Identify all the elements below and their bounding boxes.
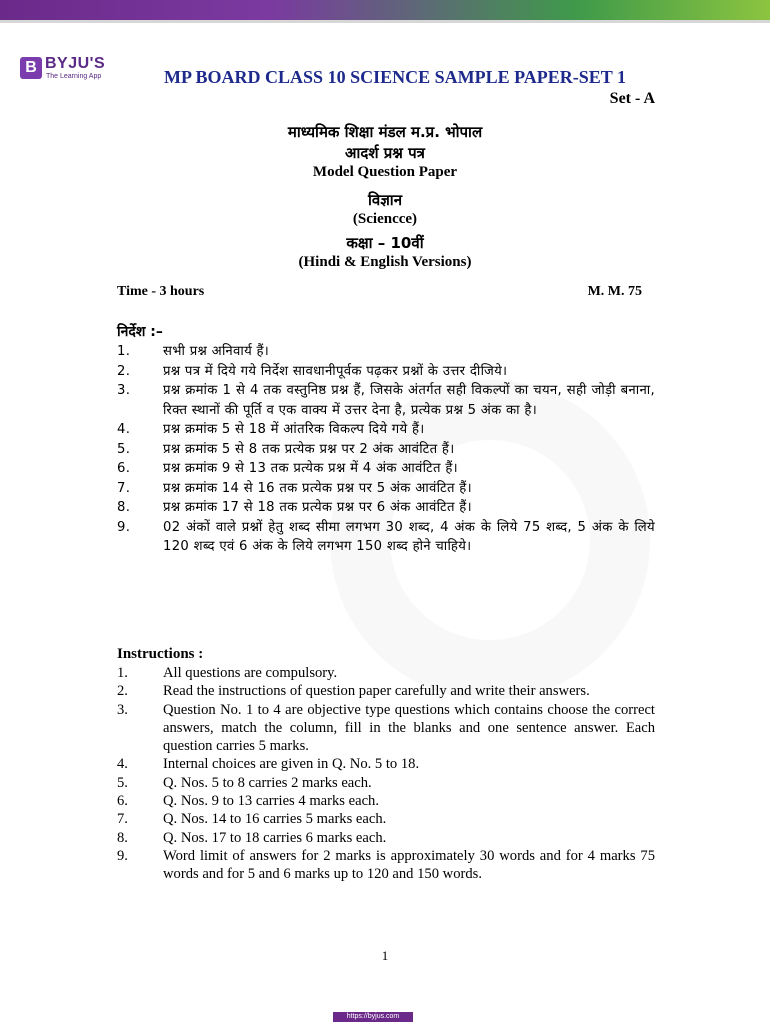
hindi-instruction-text: 02 अंकों वाले प्रश्नों हेतु शब्द सीमा लगभग 30 शब्द, 4 अंक के लिये 75 शब्द, 5 अंक के लिये 120 शब्द एवं 6 अंक के लिये लगभग 150 शब्द होने चाहिये।	[163, 519, 655, 554]
hindi-instruction-number: 7.	[117, 480, 131, 496]
hindi-instruction-number: 8.	[117, 500, 131, 515]
maximum-marks: M. M. 75	[587, 284, 642, 299]
hindi-instruction-text: सभी प्रश्न अनिवार्य हैं।	[163, 344, 270, 359]
hindi-instruction-item	[117, 420, 655, 440]
hindi-instruction-item	[117, 459, 655, 479]
paper-title: MP BOARD CLASS 10 SCIENCE SAMPLE PAPER-SET 1	[164, 67, 626, 87]
instruction-number: 1.	[117, 665, 128, 681]
versions-label: (Hindi & English Versions)	[298, 254, 472, 270]
hindi-board-name: माध्यमिक शिक्षा मंडल म.प्र. भोपाल	[287, 123, 483, 141]
instruction-item	[117, 774, 655, 792]
hindi-instruction-item	[117, 342, 655, 362]
hindi-instruction-item	[117, 362, 655, 382]
hindi-instruction-text: प्रश्न क्रमांक 9 से 13 तक प्रत्येक प्रश्न में 4 अंक आवंटित हैं।	[163, 461, 458, 476]
instruction-item	[117, 847, 655, 884]
hindi-instruction-text: प्रश्न क्रमांक 14 से 16 तक प्रत्येक प्रश्न पर 5 अंक आवंटित हैं।	[163, 480, 472, 496]
hindi-instruction-number: 4.	[117, 422, 131, 437]
hindi-instructions-heading: निर्देश :–	[117, 324, 163, 340]
hindi-instruction-item	[117, 498, 655, 518]
hindi-instruction-item	[117, 479, 655, 499]
instruction-text: Word limit of answers for 2 marks is approximately 30 words and for 4 marks 75 words and for 5 and 6 marks up to 120 and 150 words.	[163, 847, 655, 883]
instruction-item	[117, 810, 655, 828]
instruction-text: Internal choices are given in Q. No. 5 to 18.	[163, 756, 420, 773]
footer-link[interactable]: https://byjus.com	[333, 1012, 413, 1022]
model-paper-label: Model Question Paper	[312, 164, 458, 180]
hindi-instruction-text: प्रश्न क्रमांक 5 से 18 में आंतरिक विकल्प दिये गये हैं।	[163, 422, 425, 437]
instruction-text: Q. Nos. 17 to 18 carries 6 marks each.	[163, 829, 387, 846]
instruction-item	[117, 829, 655, 847]
instruction-number: 7.	[117, 811, 128, 828]
instruction-number: 8.	[117, 829, 128, 846]
logo-icon: B	[20, 57, 42, 79]
hindi-instruction-text: प्रश्न क्रमांक 1 से 4 तक वस्तुनिष्ठ प्रश्न हैं, जिसके अंतर्गत सही विकल्पों का चयन, सही जोड़ी बनाना, रिक्त स्थानों की पूर्ति व एक वाक्य में उत्तर देना है, प्रत्येक प्रश्न 5 अंक का है।	[163, 383, 655, 418]
instruction-number: 4.	[117, 756, 128, 773]
instruction-number: 5.	[117, 774, 128, 791]
hindi-instruction-number: 2.	[117, 363, 131, 379]
hindi-instruction-number: 5.	[117, 441, 131, 457]
instruction-text: Question No. 1 to 4 are objective type questions which contains choose the correct answers, match the column, fill in the blanks and one sentence answer. Each question carries 5 marks.	[163, 701, 655, 755]
hindi-instruction-number: 9.	[117, 519, 131, 535]
hindi-subject: विज्ञान	[367, 191, 403, 209]
instruction-text: Q. Nos. 5 to 8 carries 2 marks each.	[163, 774, 372, 791]
instruction-item	[117, 664, 655, 682]
header-divider	[0, 20, 770, 23]
instruction-text: Q. Nos. 14 to 16 carries 5 marks each.	[163, 811, 387, 828]
instruction-text: Q. Nos. 9 to 13 carries 4 marks each.	[163, 793, 380, 810]
hindi-class: कक्षा – 10वीं	[346, 234, 424, 252]
hindi-instruction-number: 3.	[117, 383, 131, 398]
instruction-number: 2.	[117, 683, 128, 700]
hindi-instruction-item	[117, 381, 655, 420]
hindi-instruction-number: 6.	[117, 461, 131, 476]
hindi-instruction-number: 1.	[117, 344, 131, 359]
instructions-heading: Instructions :	[117, 646, 204, 662]
instruction-text: All questions are compulsory.	[163, 665, 338, 681]
instruction-number: 6.	[117, 793, 128, 810]
instruction-text: Read the instructions of question paper carefully and write their answers.	[163, 683, 590, 700]
hindi-instruction-item	[117, 518, 655, 557]
hindi-instruction-text: प्रश्न पत्र में दिये गये निर्देश सावधानीपूर्वक पढ़कर प्रश्नों के उत्तर दीजिये।	[163, 363, 508, 379]
instruction-item	[117, 682, 655, 700]
instruction-number: 9.	[117, 847, 128, 864]
instruction-item	[117, 701, 655, 756]
hindi-paper-title: आदर्श प्रश्न पत्र	[345, 144, 425, 162]
hindi-instruction-text: प्रश्न क्रमांक 5 से 8 तक प्रत्येक प्रश्न पर 2 अंक आवंटित हैं।	[163, 441, 455, 457]
instruction-item	[117, 755, 655, 773]
header-color-bar	[0, 0, 770, 20]
hindi-instruction-item	[117, 440, 655, 460]
instructions-list	[117, 664, 655, 884]
hindi-instructions-list	[117, 342, 655, 557]
logo-name: BYJU'S	[45, 55, 106, 72]
instruction-number: 3.	[117, 701, 128, 718]
time-allowed: Time - 3 hours	[117, 284, 205, 299]
logo-tagline: The Learning App	[46, 73, 102, 80]
set-label: Set - A	[609, 90, 655, 107]
page-number: 1	[381, 948, 389, 963]
subject-label: (Sciencce)	[352, 211, 418, 227]
hindi-instruction-text: प्रश्न क्रमांक 17 से 18 तक प्रत्येक प्रश्न पर 6 अंक आवंटित हैं।	[163, 500, 472, 515]
instruction-item	[117, 792, 655, 810]
